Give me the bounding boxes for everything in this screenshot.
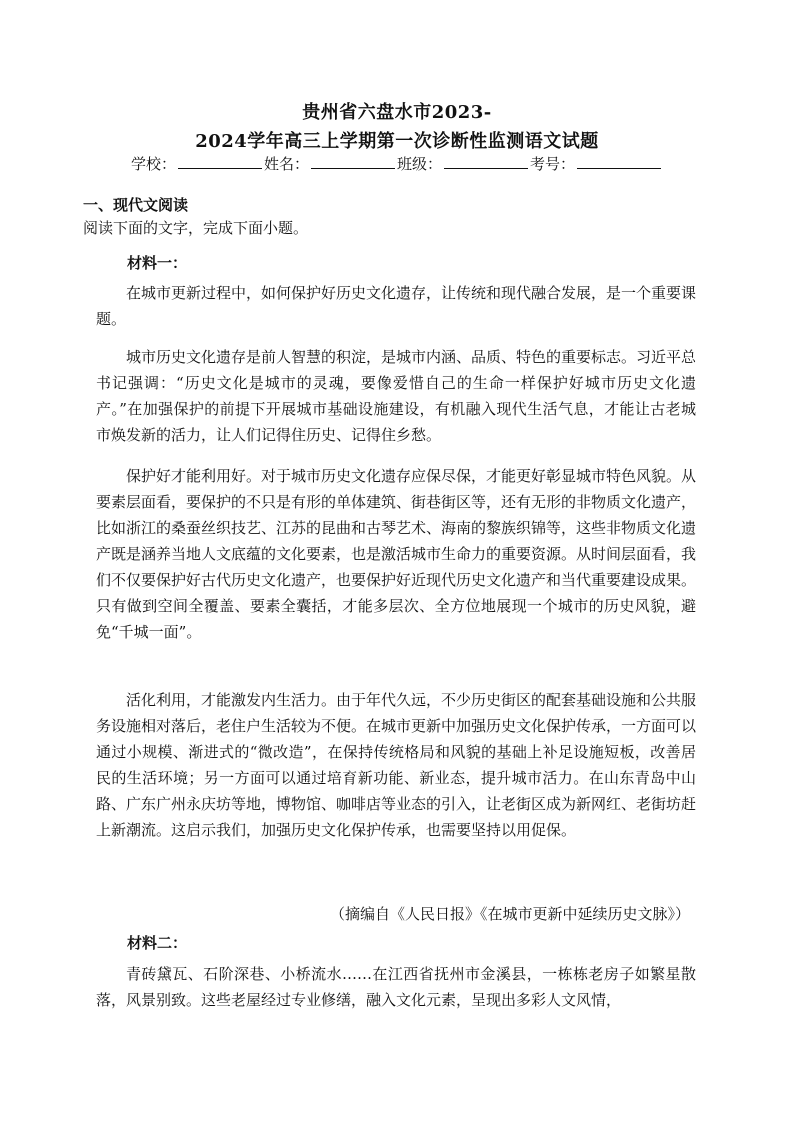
class-label: 班级： xyxy=(397,155,443,173)
material-2-paragraph-1: 青砖黛瓦、石阶深巷、小桥流水……在江西省抚州市金溪县，一栋栋老房子如繁星散落，风景别致。这些老屋经过专业修缮，融入文化元素，呈现出多彩人文风情， xyxy=(96,965,696,1009)
exam-number-blank xyxy=(577,154,661,169)
material-1-paragraph-2: 城市历史文化遗存是前人智慧的积淀，是城市内涵、品质、特色的重要标志。习近平总书记强调：“历史文化是城市的灵魂，要像爱惜自己的生命一样保护好城市历史文化遗产。”在加强保护的前提下开展城市基础设施建设，有机融入现代生活气息，才能让古老城市焕发新的活力，让人们记得住历史、记得住乡愁。 xyxy=(96,348,697,444)
material-2-label: 材料二： xyxy=(127,934,188,952)
material-1-label: 材料一： xyxy=(127,254,188,272)
title-line-2: 2024学年高三上学期第一次诊断性监测语文试题 xyxy=(195,131,599,152)
material-1-paragraph-3: 保护好才能利用好。对于城市历史文化遗存应保尽保，才能更好彰显城市特色风貌。从要素层面看，要保护的不只是有形的单体建筑、街巷街区等，还有无形的非物质文化遗产，比如浙江的桑蚕丝织技艺、江苏的昆曲和古琴艺术、海南的黎族织锦等，这些非物质文化遗产既是涵养当地人文底蕴的文化要素，也是激活城市生命力的重要资源。从时间层面看，我们不仅要保护好古代历史文化遗产，也要保护好近现代历史文化遗产和当代重要建设成果。只有做到空间全覆盖、要素全囊括，才能多层次、全方位地展现一个城市的历史风貌，避免“千城一面”。 xyxy=(96,467,697,641)
exam-number-label: 考号： xyxy=(530,155,576,173)
school-blank xyxy=(178,154,262,169)
student-info-row xyxy=(0,153,794,174)
material-1-source: （摘编自《人民日报》《在城市更新中延续历史文脉》） xyxy=(329,905,690,923)
school-label: 学校： xyxy=(130,155,176,173)
class-blank xyxy=(444,154,528,169)
material-1-paragraph-1: 在城市更新过程中，如何保护好历史文化遗存，让传统和现代融合发展，是一个重要课题。 xyxy=(96,284,697,328)
name-label: 姓名： xyxy=(263,155,309,173)
section-heading: 一、现代文阅读 xyxy=(83,196,189,214)
material-1-paragraph-4: 活化利用，才能激发内生活力。由于年代久远，不少历史街区的配套基础设施和公共服务设施相对落后，老住户生活较为不便。在城市更新中加强历史文化保护传承，一方面可以通过小规模、渐进式的“微改造”，在保持传统格局和风貌的基础上补足设施短板，改善居民的生活环境；另一方面可以通过培育新功能、新业态，提升城市活力。在山东青岛中山路、广东广州永庆坊等地，博物馆、咖啡店等业态的引入，让老街区成为新网红、老街坊赶上新潮流。这启示我们，加强历史文化保护传承，也需要坚持以用促保。 xyxy=(96,691,697,839)
name-blank xyxy=(311,154,395,169)
title-line-1: 贵州省六盘水市2023- xyxy=(302,102,492,123)
section-instruction: 阅读下面的文字，完成下面小题。 xyxy=(83,219,309,237)
